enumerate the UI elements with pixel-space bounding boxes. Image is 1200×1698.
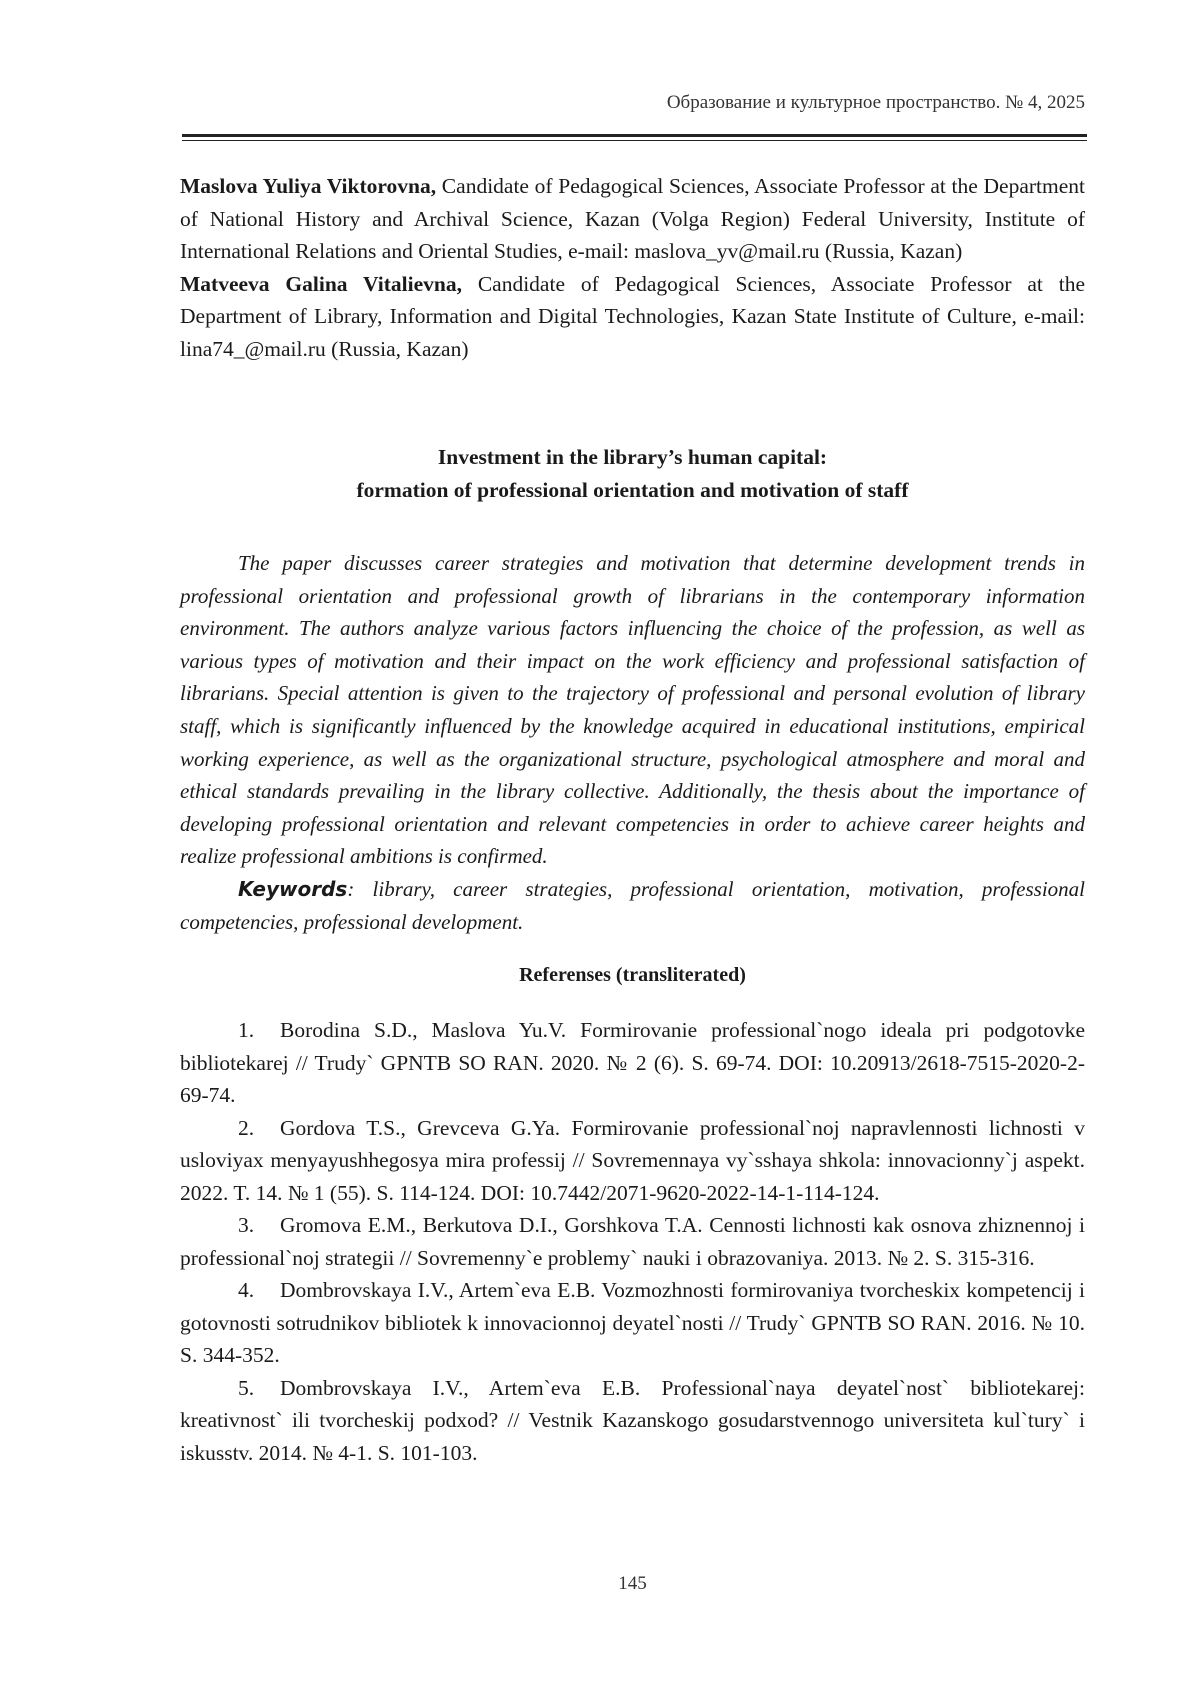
- header-rule-thick: [182, 134, 1087, 137]
- reference-text: Gromova E.M., Berkutova D.I., Gorshkova T.A. Cennosti lichnosti kak osnova zhiznennoj i professional`noj strategii // Sovremenny`e problemy` nauki i obrazovaniya. 2013. № 2. S. 315-316.: [180, 1213, 1085, 1270]
- author-details: Candidate of Pedagogical Sciences, Associate Professor at the Department of Library, Information and Digital Technologies, Kazan State Institute of Culture, e-mail: lina74_@mail.ru (Russia, Kazan): [180, 271, 1086, 361]
- header-rule-thin: [182, 140, 1087, 141]
- reference-text: Dombrovskaya I.V., Artem`eva E.B. Vozmozhnosti formirovaniya tvorcheskix kompetencij i gotovnosti sotrudnikov bibliotek k innovacionnoj deyatel`nosti // Trudy` GPNTB SO RAN. 2016. № 10. S. 344-352.: [180, 1278, 1085, 1367]
- reference-item: [180, 1209, 1085, 1274]
- paper-title-line-1: Investment in the library’s human capital:: [437, 445, 828, 469]
- reference-item: [180, 1372, 1085, 1470]
- reference-item: [180, 1274, 1085, 1372]
- running-header: Образование и культурное пространство. № 4, 2025: [666, 92, 1085, 113]
- reference-number: 1.: [238, 1018, 255, 1042]
- author-name: Matveeva Galina Vitalievna,: [180, 271, 462, 296]
- page-number: 145: [618, 1573, 647, 1594]
- reference-number: 5.: [238, 1375, 255, 1400]
- reference-item: [180, 1014, 1085, 1112]
- author-affiliations: [180, 170, 1085, 365]
- keywords: [180, 873, 1085, 938]
- reference-number: 4.: [238, 1278, 255, 1302]
- keywords-label: Keywords: [238, 876, 348, 901]
- reference-text: Borodina S.D., Maslova Yu.V. Formirovanie professional`nogo ideala pri podgotovke bibliotekarej // Trudy` GPNTB SO RAN. 2020. № 2 (6). S. 69-74. DOI: 10.20913/2618-7515-2020-2-69-74.: [180, 1018, 1085, 1107]
- reference-number: 2.: [238, 1115, 255, 1140]
- reference-item: [180, 1112, 1085, 1210]
- keywords-text: : library, career strategies, professional orientation, motivation, professional competencies, professional development.: [180, 876, 1085, 934]
- reference-text: Gordova T.S., Grevceva G.Ya. Formirovanie professional`noj napravlennosti lichnosti v usloviyax menyayushhegosya mira professij // Sovremennaya vy`sshaya shkola: innovacionny`j aspekt. 2022. T. 14. № 1 (55). S. 114-124. DOI: 10.7442/2071-9620-2022-14-1-114-124.: [180, 1115, 1085, 1205]
- author-entry: [180, 268, 1085, 366]
- reference-text: Dombrovskaya I.V., Artem`eva E.B. Professional`naya deyatel`nost` bibliotekarej: kreativnost` ili tvorcheskij podxod? // Vestnik Kazanskogo gosudarstvennogo universiteta kul`tury` i iskusstv. 2014. № 4-1. S. 101-103.: [180, 1375, 1085, 1465]
- reference-number: 3.: [238, 1213, 255, 1237]
- abstract-text: The paper discusses career strategies and motivation that determine development trends in professional orientation and professional growth of librarians in the contemporary information environment. The authors analyze various factors influencing the choice of the profession, as well as various types of motivation and their impact on the work efficiency and professional satisfaction of librarians. Special attention is given to the trajectory of professional and personal evolution of library staff, which is significantly influenced by the knowledge acquired in educational institutions, empirical working experience, as well as the organizational structure, psychological atmosphere and moral and ethical standards prevailing in the library collective. Additionally, the thesis about the importance of developing professional orientation and relevant competencies in order to achieve career heights and realize professional ambitions is confirmed.: [180, 551, 1085, 869]
- paper-title-line-2: formation of professional orientation and motivation of staff: [356, 478, 909, 502]
- author-name: Maslova Yuliya Viktorovna,: [180, 174, 437, 198]
- references-list: [180, 1014, 1085, 1469]
- author-details: Candidate of Pedagogical Sciences, Associate Professor at the Department of National History and Archival Science, Kazan (Volga Region) Federal University, Institute of International Relations and Oriental Studies, e-mail: maslova_yv@mail.ru (Russia, Kazan): [180, 174, 1085, 263]
- references-heading: Referenses (transliterated): [519, 964, 746, 986]
- author-entry: [180, 170, 1085, 268]
- abstract: [180, 547, 1085, 938]
- paper-title: [180, 441, 1085, 507]
